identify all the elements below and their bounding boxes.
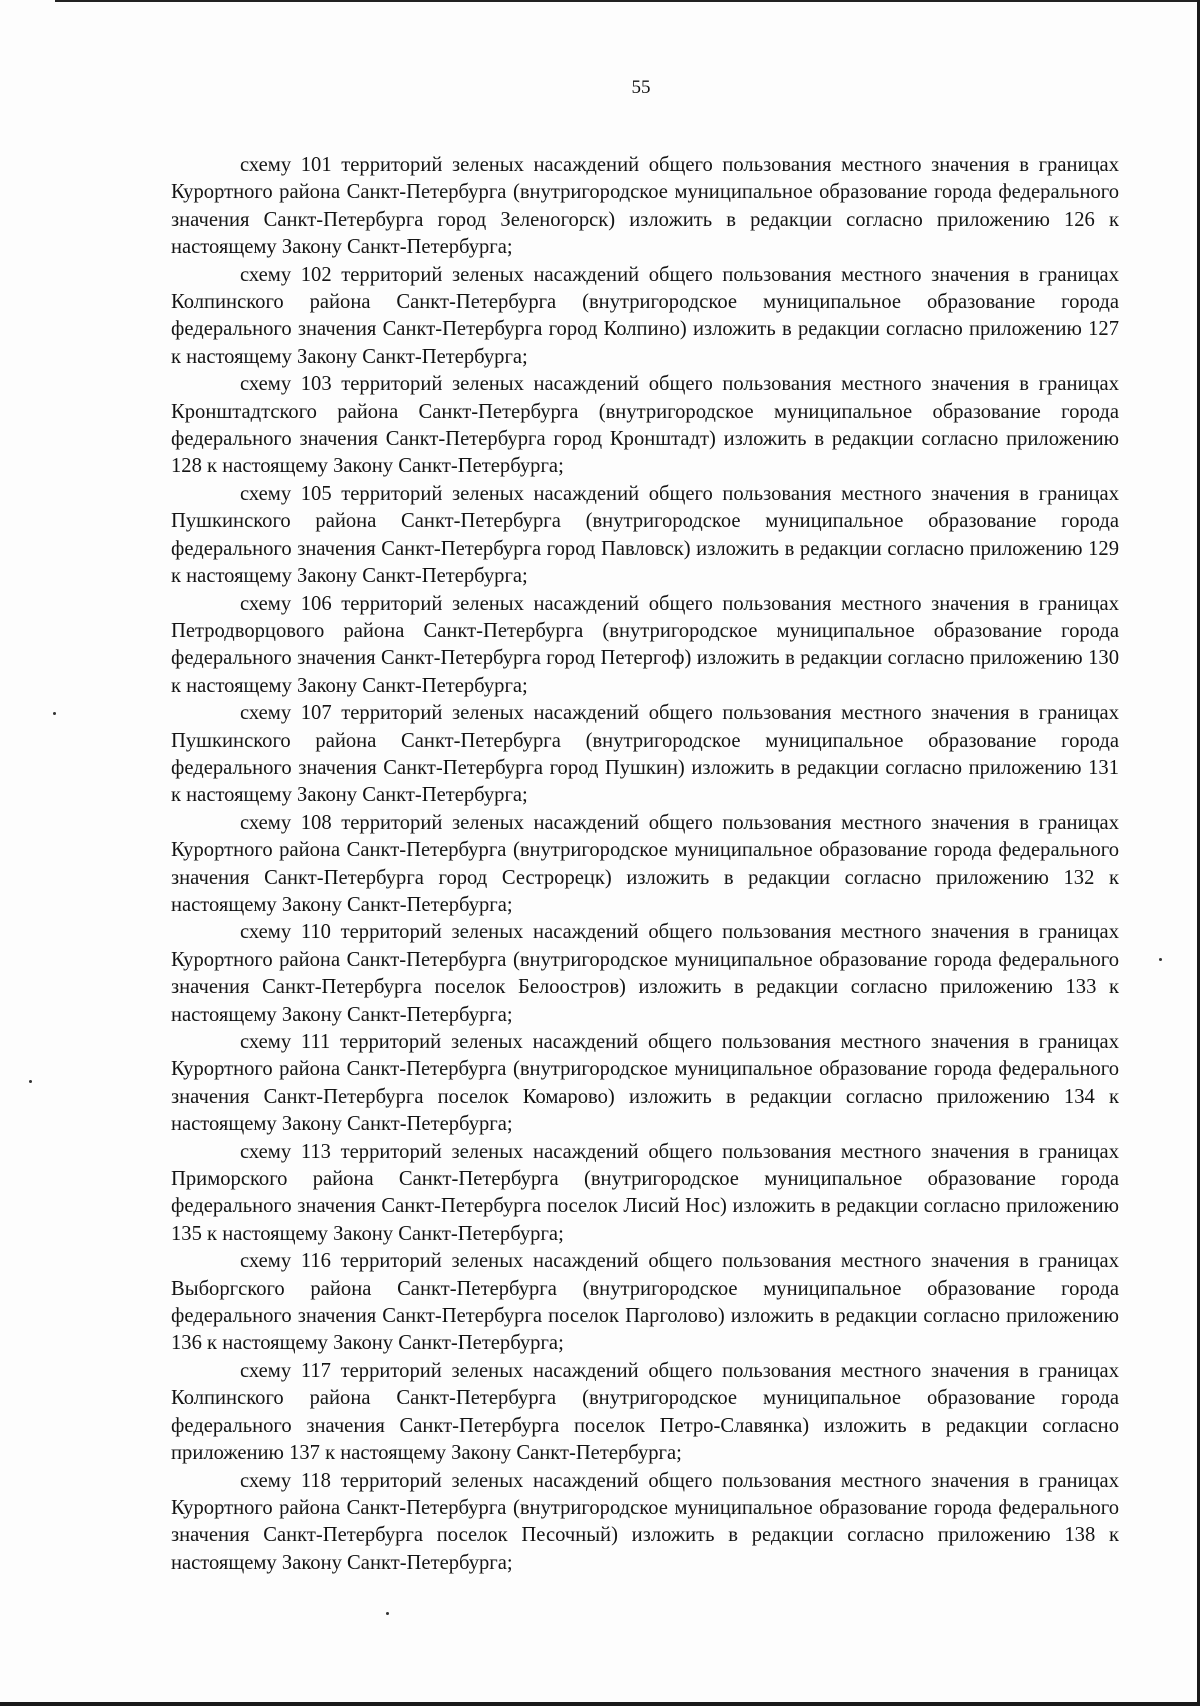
paragraph: схему 103 территорий зеленых насаждений общего пользования местного значения в границах Кронштадтского района Санкт-Петербурга (внутригородское муниципальное образование города федерального значения Санкт-Петербурга город Кронштадт) изложить в редакции согласно приложению 128 к настоящему Закону Санкт-Петербурга; bbox=[171, 373, 1119, 478]
paragraph: схему 106 территорий зеленых насаждений общего пользования местного значения в границах Петродворцового района Санкт-Петербурга (внутригородское муниципальное образование города федерального значения Санкт-Петербурга город Петергоф) изложить в редакции согласно приложению 130 к настоящему Закону Санкт-Петербурга; bbox=[171, 592, 1119, 697]
paragraph: схему 108 территорий зеленых насаждений общего пользования местного значения в границах Курортного района Санкт-Петербурга (внутригородское муниципальное образование города федерального значения Санкт-Петербурга город Сестрорецк) изложить в редакции согласно приложению 132 к настоящему Закону Санкт-Петербурга; bbox=[171, 811, 1119, 916]
paragraph: схему 101 территорий зеленых насаждений общего пользования местного значения в границах Курортного района Санкт-Петербурга (внутригородское муниципальное образование города федерального значения Санкт-Петербурга город Зеленогорск) изложить в редакции согласно приложению 126 к настоящему Закону Санкт-Петербурга; bbox=[171, 154, 1119, 259]
paragraph: схему 113 территорий зеленых насаждений общего пользования местного значения в границах Приморского района Санкт-Петербурга (внутригородское муниципальное образование города федерального значения Санкт-Петербурга поселок Лисий Нос) изложить в редакции согласно приложению 135 к настоящему Закону Санкт-Петербурга; bbox=[171, 1140, 1119, 1245]
paragraph: схему 111 территорий зеленых насаждений общего пользования местного значения в границах Курортного района Санкт-Петербурга (внутригородское муниципальное образование города федерального значения Санкт-Петербурга поселок Комарово) изложить в редакции согласно приложению 134 к настоящему Закону Санкт-Петербурга; bbox=[171, 1031, 1119, 1136]
scan-speck bbox=[29, 1080, 32, 1083]
scan-speck bbox=[53, 712, 56, 715]
paragraph: схему 110 территорий зеленых насаждений общего пользования местного значения в границах Курортного района Санкт-Петербурга (внутригородское муниципальное образование города федерального значения Санкт-Петербурга поселок Белоостров) изложить в редакции согласно приложению 133 к настоящему Закону Санкт-Петербурга; bbox=[171, 921, 1119, 1026]
paragraph: схему 105 территорий зеленых насаждений общего пользования местного значения в границах Пушкинского района Санкт-Петербурга (внутригородское муниципальное образование города федерального значения Санкт-Петербурга город Павловск) изложить в редакции согласно приложению 129 к настоящему Закону Санкт-Петербурга; bbox=[171, 482, 1119, 588]
scan-edge-bottom bbox=[0, 1702, 1200, 1706]
paragraph: схему 116 территорий зеленых насаждений общего пользования местного значения в границах Выборгского района Санкт-Петербурга (внутригородское муниципальное образование города федерального значения Санкт-Петербурга поселок Парголово) изложить в редакции согласно приложению 136 к настоящему Закону Санкт-Петербурга; bbox=[171, 1250, 1119, 1355]
scan-speck bbox=[1159, 958, 1162, 961]
paragraph: схему 117 территорий зеленых насаждений общего пользования местного значения в границах Колпинского района Санкт-Петербурга (внутригородское муниципальное образование города федерального значения Санкт-Петербурга поселок Петро-Славянка) изложить в редакции согласно приложению 137 к настоящему Закону Санкт-Петербурга; bbox=[171, 1359, 1119, 1465]
paragraph: схему 107 территорий зеленых насаждений общего пользования местного значения в границах Пушкинского района Санкт-Петербурга (внутригородское муниципальное образование города федерального значения Санкт-Петербурга город Пушкин) изложить в редакции согласно приложению 131 к настоящему Закону Санкт-Петербурга; bbox=[171, 702, 1119, 807]
paragraph: схему 118 территорий зеленых насаждений общего пользования местного значения в границах Курортного района Санкт-Петербурга (внутригородское муниципальное образование города федерального значения Санкт-Петербурга поселок Песочный) изложить в редакции согласно приложению 138 к настоящему Закону Санкт-Петербурга; bbox=[171, 1469, 1119, 1574]
paragraph: схему 102 территорий зеленых насаждений общего пользования местного значения в границах Колпинского района Санкт-Петербурга (внутригородское муниципальное образование города федерального значения Санкт-Петербурга город Колпино) изложить в редакции согласно приложению 127 к настоящему Закону Санкт-Петербурга; bbox=[171, 263, 1119, 368]
page-number: 55 bbox=[631, 77, 651, 98]
body-text bbox=[171, 152, 1119, 1577]
scan-speck bbox=[386, 1612, 389, 1615]
scan-edge-top bbox=[55, 0, 1200, 2]
